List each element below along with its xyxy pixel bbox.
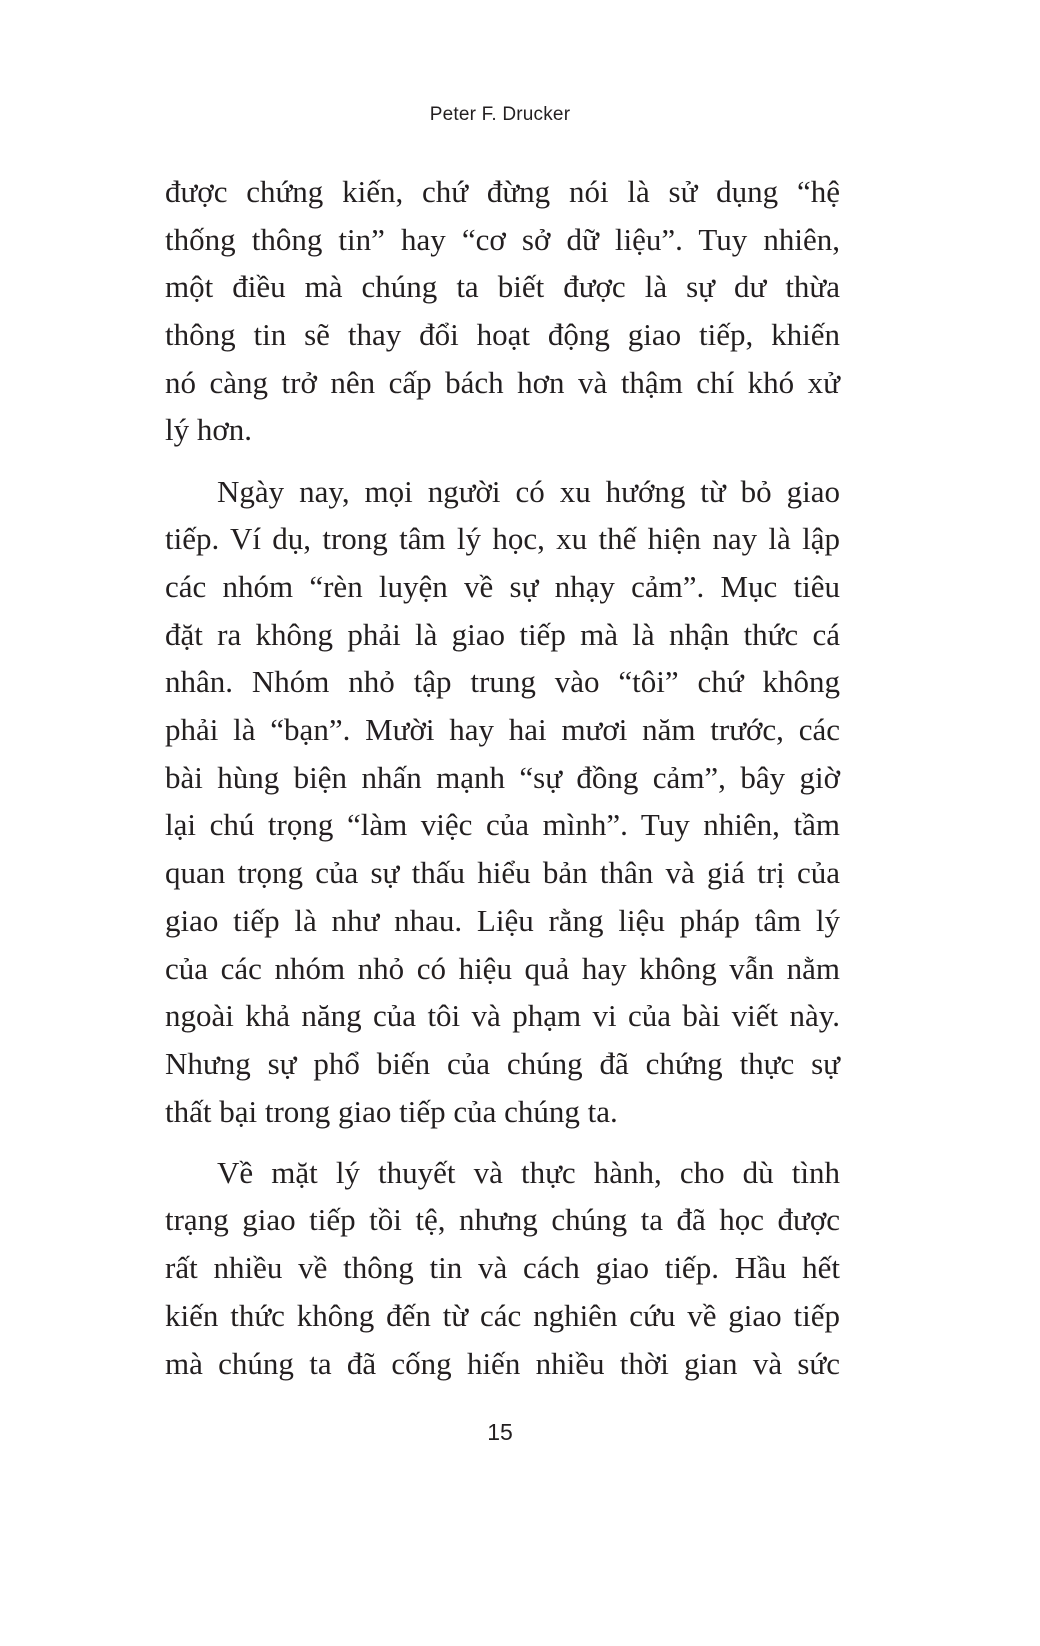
text-line: ngoài khả năng của tôi và phạm vi của bài viết này. — [165, 998, 840, 1034]
text-line: trạng giao tiếp tồi tệ, nhưng chúng ta đã học được — [165, 1202, 840, 1238]
text-line: bài hùng biện nhấn mạnh “sự đồng cảm”, bây giờ — [165, 759, 840, 795]
text-line: nhân. Nhóm nhỏ tập trung vào “tôi” chứ không — [165, 664, 840, 700]
text-line: được chứng kiến, chứ đừng nói là sử dụng “hệ — [165, 174, 840, 209]
text-line: lý hơn. — [165, 412, 253, 448]
paragraph — [165, 1149, 840, 1387]
running-head: Peter F. Drucker — [429, 104, 571, 125]
text-line: nó càng trở nên cấp bách hơn và thậm chí khó xử — [165, 364, 840, 400]
text-line: Nhưng sự phổ biến của chúng đã chứng thực sự — [165, 1045, 840, 1081]
text-line: Ngày nay, mọi người có xu hướng từ bỏ giao — [217, 473, 840, 509]
text-line: quan trọng của sự thấu hiểu bản thân và giá trị của — [165, 855, 840, 891]
text-line: thất bại trong giao tiếp của chúng ta. — [165, 1093, 618, 1129]
page-number: 15 — [487, 1419, 513, 1445]
text-line: lại chú trọng “làm việc của mình”. Tuy nhiên, tầm — [165, 807, 840, 843]
text-line: phải là “bạn”. Mười hay hai mươi năm trước, các — [165, 712, 840, 748]
text-line: mà chúng ta đã cống hiến nhiều thời gian và sức — [165, 1345, 840, 1381]
text-line: các nhóm “rèn luyện về sự nhạy cảm”. Mục tiêu — [165, 569, 840, 604]
text-line: rất nhiều về thông tin và cách giao tiếp. Hầu hết — [165, 1250, 840, 1286]
text-line: Về mặt lý thuyết và thực hành, cho dù tình — [217, 1154, 840, 1190]
body-text — [165, 168, 840, 1387]
paragraph — [165, 168, 840, 454]
text-line: tiếp. Ví dụ, trong tâm lý học, xu thế hiện nay là lập — [165, 521, 840, 557]
paragraph — [165, 468, 840, 1136]
text-line: thống thông tin” hay “cơ sở dữ liệu”. Tuy nhiên, — [165, 221, 840, 257]
text-line: thông tin sẽ thay đổi hoạt động giao tiếp, khiến — [165, 317, 840, 353]
text-line: giao tiếp là như nhau. Liệu rằng liệu pháp tâm lý — [165, 902, 840, 938]
text-line: của các nhóm nhỏ có hiệu quả hay không vẫn nằm — [165, 950, 840, 986]
text-line: đặt ra không phải là giao tiếp mà là nhận thức cá — [165, 616, 840, 652]
text-line: một điều mà chúng ta biết được là sự dư thừa — [165, 269, 840, 305]
text-line: kiến thức không đến từ các nghiên cứu về giao tiếp — [165, 1297, 840, 1333]
